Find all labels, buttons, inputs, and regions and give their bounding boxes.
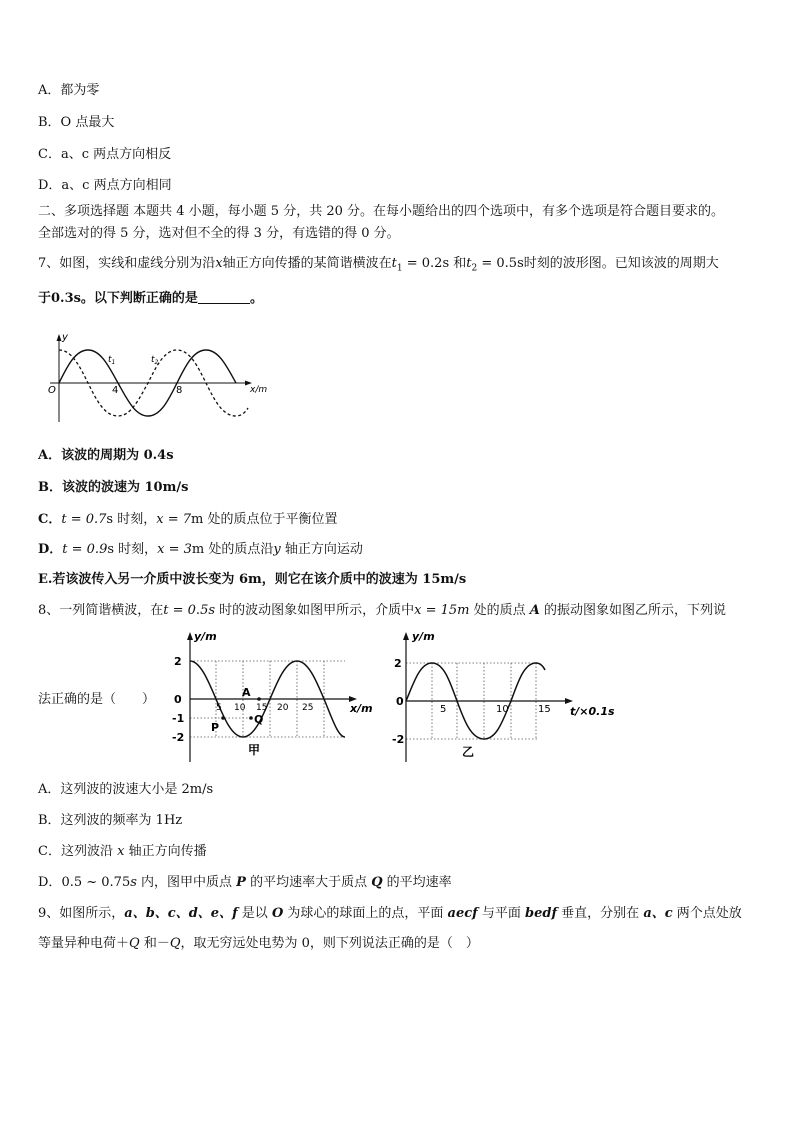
tick-4: 4 <box>112 385 119 396</box>
q6-option-c: C．a、c 两点方向相反 <box>38 147 172 162</box>
x-tick-15: 15 <box>256 703 268 713</box>
tick-minus-1: -1 <box>172 712 185 725</box>
x-tick-15: 15 <box>538 704 551 715</box>
q7-t2-sub: 2 <box>471 263 478 274</box>
q7-t1-val: = 0.2s <box>402 256 450 271</box>
x-tick-5: 5 <box>440 704 447 715</box>
q7-t1-var: t <box>391 256 397 271</box>
caption-jia: 甲 <box>248 743 261 757</box>
tick-2: 2 <box>174 655 182 668</box>
q7-text: 。 <box>249 291 263 306</box>
q7-x-var: x <box>215 256 223 271</box>
tick-2: 2 <box>394 657 402 670</box>
q8-stem-line2: 法正确的是（ ） <box>38 692 156 707</box>
q7-option-c: C．t = 0.7s 时刻，x = 7m 处的质点位于平衡位置 <box>38 512 338 527</box>
point-p <box>221 716 225 720</box>
q7-text: 时刻的波形图。已知该波的周期大 <box>523 256 719 271</box>
q6-option-b: B．O 点最大 <box>38 115 115 130</box>
y-axis-arrow <box>403 632 409 640</box>
x-tick-5: 5 <box>216 703 222 713</box>
q7-option-a: A．该波的周期为 0.4s <box>38 448 174 463</box>
label-a: A <box>242 686 251 699</box>
t1-label: $t_1$ <box>108 355 116 366</box>
tick-8: 8 <box>176 385 183 396</box>
q7-text: 于0.3s。以下判断正确的是 <box>38 291 198 306</box>
q8-option-b: B．这列波的频率为 1Hz <box>38 813 183 828</box>
q8-option-c: C．这列波沿 x 轴正方向传播 <box>38 844 207 859</box>
t2-label: $t_2$ <box>151 355 159 366</box>
q7-wave-figure <box>40 330 280 430</box>
y-axis-label: y/m <box>194 630 217 643</box>
origin-label: O <box>48 385 56 396</box>
section2-instructions-line1: 二、多项选择题 本题共 4 小题，每小题 5 分，共 20 分。在每小题给出的四个选项中，有多个选项是符合题目要求的。 <box>38 204 725 219</box>
x-tick-10: 10 <box>234 703 246 713</box>
x-tick-20: 20 <box>277 703 289 713</box>
q8-figure-jia <box>160 630 375 765</box>
q9-stem-line2: 等量异种电荷＋Q 和－Q，取无穷远处电势为 0，则下列说法正确的是（ ） <box>38 936 479 951</box>
q6-option-d: D．a、c 两点方向相同 <box>38 178 172 193</box>
y-axis-label: y <box>62 332 68 343</box>
y-axis-label: y/m <box>412 630 435 643</box>
q7-text: 7、如图，实线和虚线分别为沿 <box>38 256 216 271</box>
y-axis-arrow <box>187 632 193 640</box>
q8-stem-line1: 8、一列简谐横波，在t = 0.5s 时的波动图象如图甲所示，介质中x = 15m 处的质点 A 的振动图象如图乙所示，下列说 <box>38 603 727 618</box>
q8-option-a: A．这列波的波速大小是 2m/s <box>38 782 214 797</box>
label-q: Q <box>254 713 264 726</box>
y-axis-arrow <box>57 334 62 341</box>
q9-stem-line1: 9、如图所示，a、b、c、d、e、f 是以 O 为球心的球面上的点，平面 aecf 与平面 bedf 垂直，分别在 a、c 两个点处放 <box>38 906 742 921</box>
q7-t1-sub: 1 <box>396 263 403 274</box>
q7-option-d: D．t = 0.9s 时刻，x = 3m 处的质点沿y 轴正方向运动 <box>38 542 363 557</box>
q7-t2-val: = 0.5s <box>477 256 524 271</box>
x-tick-25: 25 <box>302 703 314 713</box>
q8-option-d: D．0.5 ~ 0.75s 内，图甲中质点 P 的平均速率大于质点 Q 的平均速率 <box>38 875 452 890</box>
x-axis-arrow <box>565 698 573 704</box>
x-tick-10: 10 <box>496 704 509 715</box>
q8-figure-yi <box>390 630 620 765</box>
caption-yi: 乙 <box>462 745 475 759</box>
section2-instructions-line2: 全部选对的得 5 分，选对但不全的得 3 分，有选错的得 0 分。 <box>38 226 400 241</box>
q7-text: 轴正方向传播的某简谐横波在 <box>222 256 392 271</box>
q7-and: 和 <box>449 256 467 271</box>
tick-minus-2: -2 <box>172 731 185 744</box>
q7-stem-line2 <box>38 291 263 307</box>
q7-option-b: B．该波的波速为 10m/s <box>38 480 189 495</box>
tick-0: 0 <box>174 693 182 706</box>
label-p: P <box>211 721 220 734</box>
q7-stem-line1 <box>38 256 719 277</box>
x-axis-label: x/m <box>350 702 373 715</box>
point-q <box>249 716 253 720</box>
point-a <box>257 697 261 701</box>
x-axis-label: x/m <box>250 385 268 395</box>
answer-blank[interactable] <box>198 291 250 304</box>
x-axis-label: t/×0.1s <box>570 705 615 718</box>
q7-t2-var: t <box>466 256 472 271</box>
tick-0: 0 <box>396 695 404 708</box>
tick-minus-2: -2 <box>392 733 405 746</box>
q7-option-e: E.若该波传入另一介质中波长变为 6m，则它在该介质中的波速为 15m/s <box>38 572 467 587</box>
q6-option-a: A．都为零 <box>38 83 100 98</box>
